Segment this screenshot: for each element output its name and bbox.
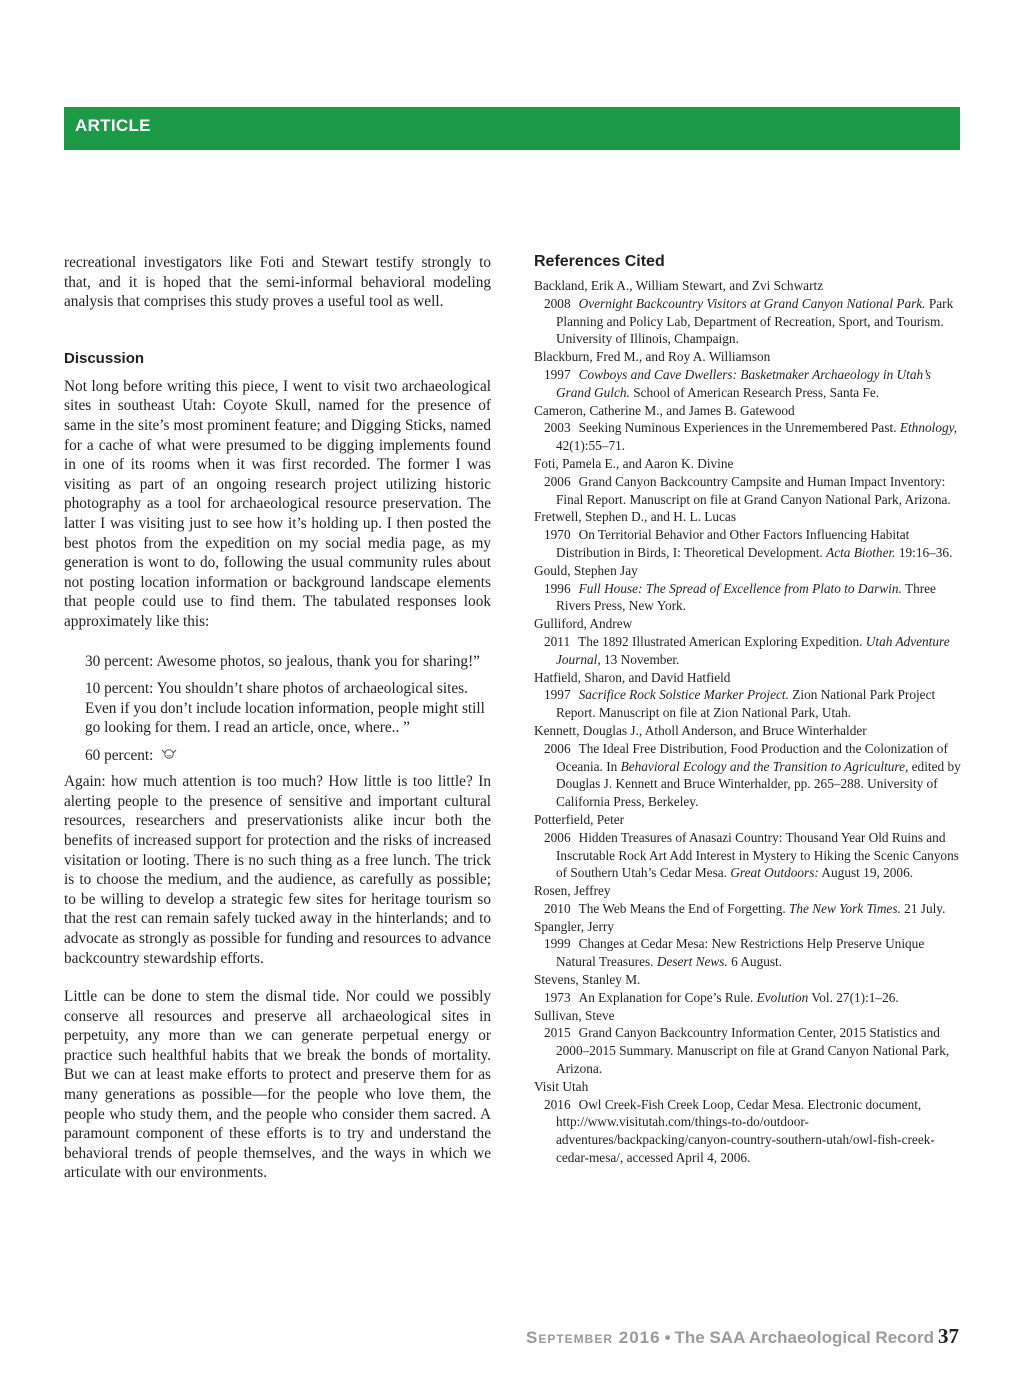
reference-details: 42(1):55–71.	[556, 438, 626, 454]
references-list	[534, 277, 962, 1167]
reference-details: Zion National Park Project Report. Manuscript on file at Zion National Park, Utah.	[556, 687, 936, 721]
reference-year: 1973	[544, 989, 571, 1005]
reference-entry	[534, 580, 962, 616]
reference-entry	[534, 419, 962, 455]
reference-author: Foti, Pamela E., and Aaron K. Divine	[534, 455, 734, 471]
page-footer	[526, 1328, 934, 1348]
reference-year: 2015	[544, 1025, 571, 1041]
reference-year: 1997	[544, 366, 571, 382]
reference-text: The Web Means the End of Forgetting.	[578, 900, 790, 916]
reference-entry	[534, 526, 962, 562]
reference-entry	[534, 366, 962, 402]
discussion-paragraph-1: Not long before writing this piece, I went to visit two archaeological sites in southeast Utah: Coyote Skull, named for the presence of same in the site’s most prominent feature; and Digging Sticks, named for a cache of what were presumed to be digging implements found in one of its rooms when it was first recorded. The former I was visiting as part of an ongoing research project utilizing historic photography as a tool for archaeological resource preservation. The latter I was visiting just to see how it’s holding up. I then posted the best photos from the expedition on my social media page, as my generation is wont to do, following the usual community rules about not posting location information or background landscape elements that people could use to find them. The tabulated responses look approximately like this:	[64, 377, 491, 630]
section-banner	[64, 107, 960, 150]
reference-year: 2008	[544, 295, 571, 311]
reference-text: Grand Canyon Backcountry Campsite and Human Impact Inventory: Final Report. Manuscript on file at Grand Canyon National Park, Arizona.	[556, 473, 951, 507]
reference-title: Overnight Backcountry Visitors at Grand Canyon National Park.	[578, 295, 926, 311]
reference-title: Utah Adventure Journal,	[556, 633, 950, 667]
reference-author: Potterfield, Peter	[534, 811, 625, 827]
reference-year: 1970	[544, 527, 571, 543]
reference-title: The New York Times.	[789, 900, 901, 916]
discussion-paragraph-2: Again: how much attention is too much? How little is too little? In alerting people to the presence of sensitive and important cultural resources, researchers and preservationists alike incur both the benefits of increased support for protection and the risks of increased visitation or looting. There is no such thing as a free lunch. The trick is to choose the medium, and the audience, as carefully as possible; to be willing to develop a strategic few sites for heritage tourism so that the rest can remain safely tucked away in the hinterlands; and to advocate as strongly as possible for funding and resources to advance backcountry stewardship efforts.	[64, 773, 491, 967]
quote-1: 30 percent: Awesome photos, so jealous, thank you for sharing!”	[85, 652, 480, 670]
quote-3-text: 60 percent:	[85, 746, 154, 764]
reference-details: 19:16–36.	[895, 544, 953, 560]
reference-details: Park Planning and Policy Lab, Department of Recreation, Sport, and Tourism. University of Illinois, Champaign.	[556, 295, 954, 347]
reference-year: 2016	[544, 1096, 571, 1112]
reference-entry	[534, 900, 962, 918]
reference-text: The 1892 Illustrated American Exploring Expedition.	[578, 633, 866, 649]
reference-details: 13 November.	[600, 651, 680, 667]
discussion-paragraph-3: Little can be done to stem the dismal tide. Nor could we possibly conserve all resources and preserve all archaeological sites in perpetuity, any more than we can generate perpetual energy or practice such healthful habits that we break the bonds of mortality. But we can at least make efforts to protect and preserve them for as many generations as possible—for the people who love them, the people who study them, and the people who consider them sacred. A paramount component of these efforts is to try and understand the behavioral trends of people themselves, and the ways in which we articulate with our environments.	[64, 988, 491, 1182]
reference-author: Fretwell, Stephen D., and H. L. Lucas	[534, 509, 736, 525]
intro-paragraph: recreational investigators like Foti and Stewart testify strongly to that, and it is hoped that the semi-informal behavioral modeling analysis that comprises this study proves a useful tool as well.	[64, 254, 491, 311]
page-number: 37	[938, 1324, 959, 1348]
reference-author: Cameron, Catherine M., and James B. Gatewood	[534, 402, 795, 418]
reference-title: Great Outdoors:	[730, 865, 819, 881]
footer-separator: •	[664, 1328, 671, 1347]
reference-author: Visit Utah	[534, 1078, 589, 1094]
footer-publication: The SAA Archaeological Record	[674, 1328, 934, 1347]
reference-entry	[534, 1096, 962, 1167]
reference-text: The Ideal Free Distribution, Food Production and the Colonization of Oceania. In	[556, 740, 948, 774]
reference-year: 2006	[544, 829, 571, 845]
reference-author: Kennett, Douglas J., Atholl Anderson, and Bruce Winterhalder	[534, 722, 867, 738]
reference-year: 1997	[544, 687, 571, 703]
references-column	[534, 253, 962, 1167]
section-label: ARTICLE	[75, 116, 151, 135]
reference-text: Seeking Numinous Experiences in the Unremembered Past.	[578, 420, 900, 436]
reference-author: Stevens, Stanley M.	[534, 972, 641, 988]
reference-details: edited by Douglas J. Kennett and Bruce Winterhalder, pp. 265–288. University of California Press, Berkeley.	[556, 758, 961, 810]
reference-title: Evolution	[756, 989, 809, 1005]
reference-details: August 19, 2006.	[818, 865, 914, 881]
reference-title: Sacrifice Rock Solstice Marker Project.	[578, 687, 789, 703]
reference-year: 1996	[544, 580, 571, 596]
reference-entry	[534, 295, 962, 348]
reference-author: Sullivan, Steve	[534, 1007, 615, 1023]
discussion-heading: Discussion	[64, 349, 145, 367]
reference-text: Owl Creek-Fish Creek Loop, Cedar Mesa. Electronic document, http://www.visitutah.com/things-to-do/outdoor-adventures/backpacking/canyon-country-southern-utah/owl-fish-creek-cedar-mesa/, accessed April 4, 2006.	[556, 1096, 935, 1166]
reference-year: 2011	[544, 633, 571, 649]
reference-title: Acta Biother.	[826, 544, 896, 560]
reference-author: Gulliford, Andrew	[534, 616, 633, 632]
reference-title: Behavioral Ecology and the Transition to Agriculture,	[620, 758, 909, 774]
reference-details: School of American Research Press, Santa Fe.	[629, 384, 880, 400]
reference-details: Three Rivers Press, New York.	[556, 580, 936, 614]
reference-year: 2006	[544, 740, 571, 756]
reference-text: On Territorial Behavior and Other Factors Influencing Habitat Distribution in Birds, I: Theoretical Development.	[556, 527, 910, 560]
reference-entry	[534, 686, 962, 722]
reference-text: Grand Canyon Backcountry Information Center, 2015 Statistics and 2000–2015 Summary. Manuscript on file at Grand Canyon National Park, Arizona.	[556, 1025, 950, 1077]
reference-text: An Explanation for Cope’s Rule.	[578, 989, 757, 1005]
reference-entry	[534, 1024, 962, 1077]
shrug-emoji-icon	[161, 747, 177, 767]
reference-author: Hatfield, Sharon, and David Hatfield	[534, 669, 731, 685]
reference-entry	[534, 935, 962, 971]
reference-text: Hidden Treasures of Anasazi Country: Thousand Year Old Ruins and Inscrutable Rock Art Add Interest in Mystery to Hiking the Scenic Canyons of Southern Utah’s Cedar Mesa.	[556, 829, 959, 881]
reference-title: Ethnology,	[899, 420, 958, 436]
reference-entry	[534, 740, 962, 811]
reference-details: 6 August.	[727, 954, 783, 970]
footer-issue-date: September 2016	[526, 1328, 661, 1347]
reference-author: Gould, Stephen Jay	[534, 562, 638, 578]
reference-entry	[534, 829, 962, 882]
reference-title: Desert News.	[656, 954, 728, 970]
reference-text: Changes at Cedar Mesa: New Restrictions Help Preserve Unique Natural Treasures.	[556, 936, 925, 970]
reference-entry	[534, 473, 962, 509]
reference-author: Backland, Erik A., William Stewart, and Zvi Schwartz	[534, 278, 824, 293]
references-heading: References Cited	[534, 253, 665, 270]
reference-year: 1999	[544, 936, 571, 952]
reference-author: Rosen, Jeffrey	[534, 883, 611, 899]
reference-title: Full House: The Spread of Excellence from Plato to Darwin.	[578, 580, 902, 596]
reference-entry	[534, 989, 962, 1007]
reference-details: Vol. 27(1):1–26.	[808, 989, 899, 1005]
reference-author: Spangler, Jerry	[534, 918, 614, 934]
reference-title: Cowboys and Cave Dwellers: Basketmaker Archaeology in Utah’s Grand Gulch.	[556, 366, 932, 400]
reference-author: Blackburn, Fred M., and Roy A. Williamson	[534, 349, 771, 365]
reference-entry	[534, 633, 962, 669]
reference-year: 2003	[544, 420, 571, 436]
reference-year: 2010	[544, 900, 571, 916]
reference-details: 21 July.	[900, 900, 946, 916]
quote-3	[85, 746, 491, 766]
quote-2: 10 percent: You shouldn’t share photos of archaeological sites. Even if you don’t include location information, people might still go looking for them. I read an article, once, where.. ”	[85, 680, 485, 737]
left-column	[64, 253, 491, 1183]
reference-year: 2006	[544, 473, 571, 489]
